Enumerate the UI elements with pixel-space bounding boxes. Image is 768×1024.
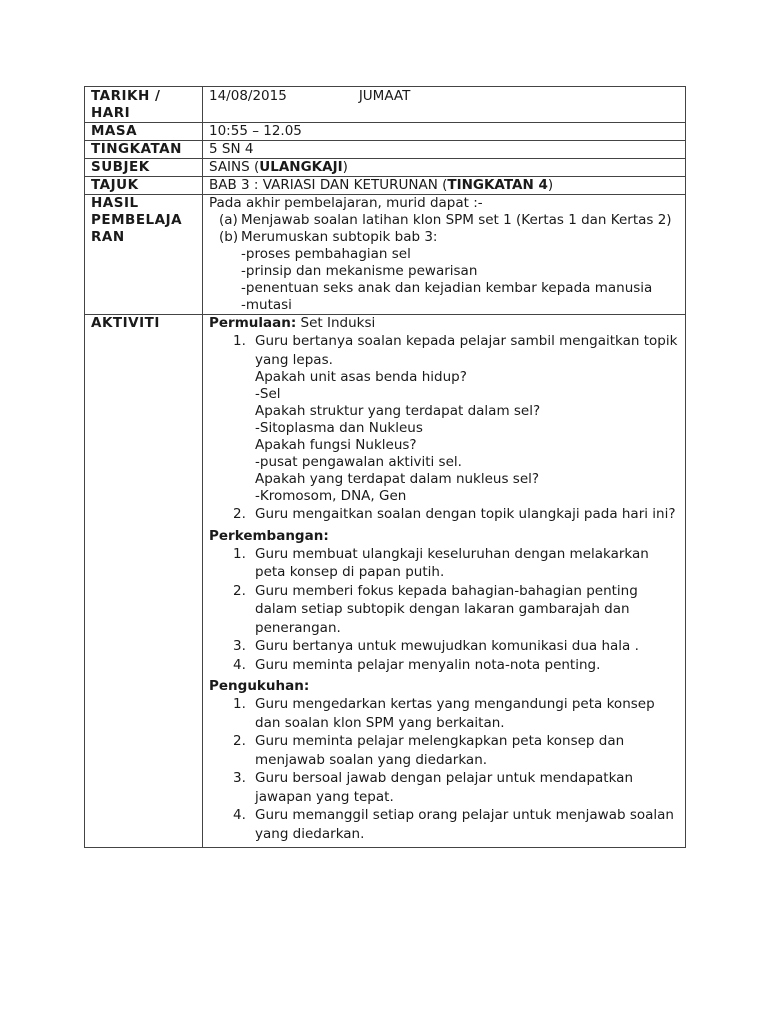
tajuk-suffix: ) [547, 177, 554, 193]
hasil-intro: Pada akhir pembelajaran, murid dapat :- [209, 195, 483, 211]
row-hasil [85, 195, 686, 315]
list-item [209, 212, 680, 229]
list-marker: 3. [233, 770, 246, 786]
qa-line: Apakah yang terdapat dalam nukleus sel? [255, 471, 540, 487]
hasil-subitem: -mutasi [241, 297, 292, 313]
row-aktiviti [85, 315, 686, 848]
value-masa: 10:55 – 12.05 [203, 123, 686, 141]
permulaan-heading [209, 315, 680, 332]
row-tajuk [85, 177, 686, 195]
permulaan-heading-rest: Set Induksi [296, 315, 376, 331]
tajuk-prefix: BAB 3 : VARIASI DAN KETURUNAN ( [209, 177, 448, 193]
subjek-bold: ULANGKAJI [259, 159, 343, 175]
label-tajuk: TAJUK [85, 177, 203, 195]
row-tingkatan [85, 141, 686, 159]
list-marker: (b) [219, 229, 239, 245]
qa-line: -Sitoplasma dan Nukleus [255, 420, 423, 436]
qa-line: -Sel [255, 386, 281, 402]
list-item-text: Guru mengaitkan soalan dengan topik ulangkaji pada hari ini? [255, 506, 676, 522]
list-item-text: Guru memanggil setiap orang pelajar untuk menjawab soalan yang diedarkan. [255, 807, 674, 842]
qa-line: Apakah fungsi Nukleus? [255, 437, 417, 453]
pengukuhan-heading: Pengukuhan: [209, 678, 310, 694]
list-item [209, 637, 680, 656]
list-item-text: Guru bertanya soalan kepada pelajar sambil mengaitkan topik yang lepas. [255, 333, 678, 368]
list-marker: 1. [233, 545, 246, 562]
list-item-text: Guru mengedarkan kertas yang mengandungi peta konsep dan soalan klon SPM yang berkaitan. [255, 696, 655, 731]
row-masa [85, 123, 686, 141]
list-item-text: Guru meminta pelajar menyalin nota-nota penting. [255, 656, 601, 673]
list-item [209, 769, 680, 806]
list-item-text: Guru memberi fokus kepada bahagian-bahagian penting dalam setiap subtopik dengan lakaran gambarajah dan penerangan. [255, 582, 638, 636]
perkembangan-heading: Perkembangan: [209, 527, 329, 544]
date-value: 14/08/2015 [209, 88, 287, 104]
list-marker: 2. [233, 506, 246, 522]
list-item [209, 545, 680, 582]
lesson-plan-table [84, 86, 686, 848]
value-hasil [203, 195, 686, 315]
label-hasil: HASIL PEMBELAJA RAN [85, 195, 203, 315]
value-tingkatan: 5 SN 4 [203, 141, 686, 159]
list-item [209, 695, 680, 732]
pengukuhan-list [209, 695, 680, 843]
row-subjek [85, 159, 686, 177]
list-marker: (a) [219, 212, 238, 228]
value-tarikh [203, 87, 686, 123]
row-tarikh [85, 87, 686, 123]
hasil-subitem: -proses pembahagian sel [241, 246, 411, 262]
day-value: JUMAAT [358, 88, 411, 104]
subjek-suffix: ) [342, 159, 348, 175]
permulaan-heading-bold: Permulaan: [209, 315, 297, 331]
list-item-text: Menjawab soalan latihan klon SPM set 1 (Kertas 1 dan Kertas 2) [241, 212, 672, 228]
list-marker: 1. [233, 333, 246, 349]
list-marker: 4. [233, 807, 246, 823]
hasil-subitem: -prinsip dan mekanisme pewarisan [241, 263, 478, 279]
list-item-text: Guru bertanya untuk mewujudkan komunikasi dua hala . [255, 638, 639, 654]
list-marker: 3. [233, 638, 246, 654]
list-marker: 2. [233, 733, 246, 749]
qa-line: -pusat pengawalan aktiviti sel. [255, 454, 462, 470]
qa-line: Apakah unit asas benda hidup? [255, 369, 467, 385]
list-item [209, 505, 680, 524]
qa-line: -Kromosom, DNA, Gen [255, 488, 407, 504]
value-aktiviti [203, 315, 686, 848]
list-item [209, 582, 680, 638]
list-item-text: Merumuskan subtopik bab 3: [241, 229, 438, 245]
hasil-subitem: -penentuan seks anak dan kejadian kembar kepada manusia [241, 280, 653, 296]
tajuk-bold: TINGKATAN 4 [447, 177, 548, 193]
value-tajuk [203, 177, 686, 195]
hasil-list [209, 212, 680, 246]
list-item [209, 229, 680, 246]
label-aktiviti: AKTIVITI [85, 315, 203, 848]
label-tingkatan: TINGKATAN [85, 141, 203, 159]
permulaan-list [209, 332, 680, 524]
list-marker: 1. [233, 696, 246, 712]
list-item-text: Guru meminta pelajar melengkapkan peta konsep dan menjawab soalan yang diedarkan. [255, 733, 625, 768]
list-marker: 4. [233, 656, 246, 673]
list-item [209, 332, 680, 505]
label-masa: MASA [85, 123, 203, 141]
qa-line: Apakah struktur yang terdapat dalam sel? [255, 403, 541, 419]
list-item [209, 806, 680, 843]
label-tarikh: TARIKH / HARI [85, 87, 203, 123]
list-item [209, 656, 680, 675]
value-subjek [203, 159, 686, 177]
label-subjek: SUBJEK [85, 159, 203, 177]
list-item-text: Guru bersoal jawab dengan pelajar untuk mendapatkan jawapan yang tepat. [255, 770, 633, 805]
list-marker: 2. [233, 582, 246, 599]
list-item [209, 732, 680, 769]
subjek-prefix: SAINS ( [209, 159, 260, 175]
qa-block [255, 369, 680, 505]
list-item-text: Guru membuat ulangkaji keseluruhan dengan melakarkan peta konsep di papan putih. [255, 545, 649, 580]
perkembangan-list [209, 545, 680, 675]
